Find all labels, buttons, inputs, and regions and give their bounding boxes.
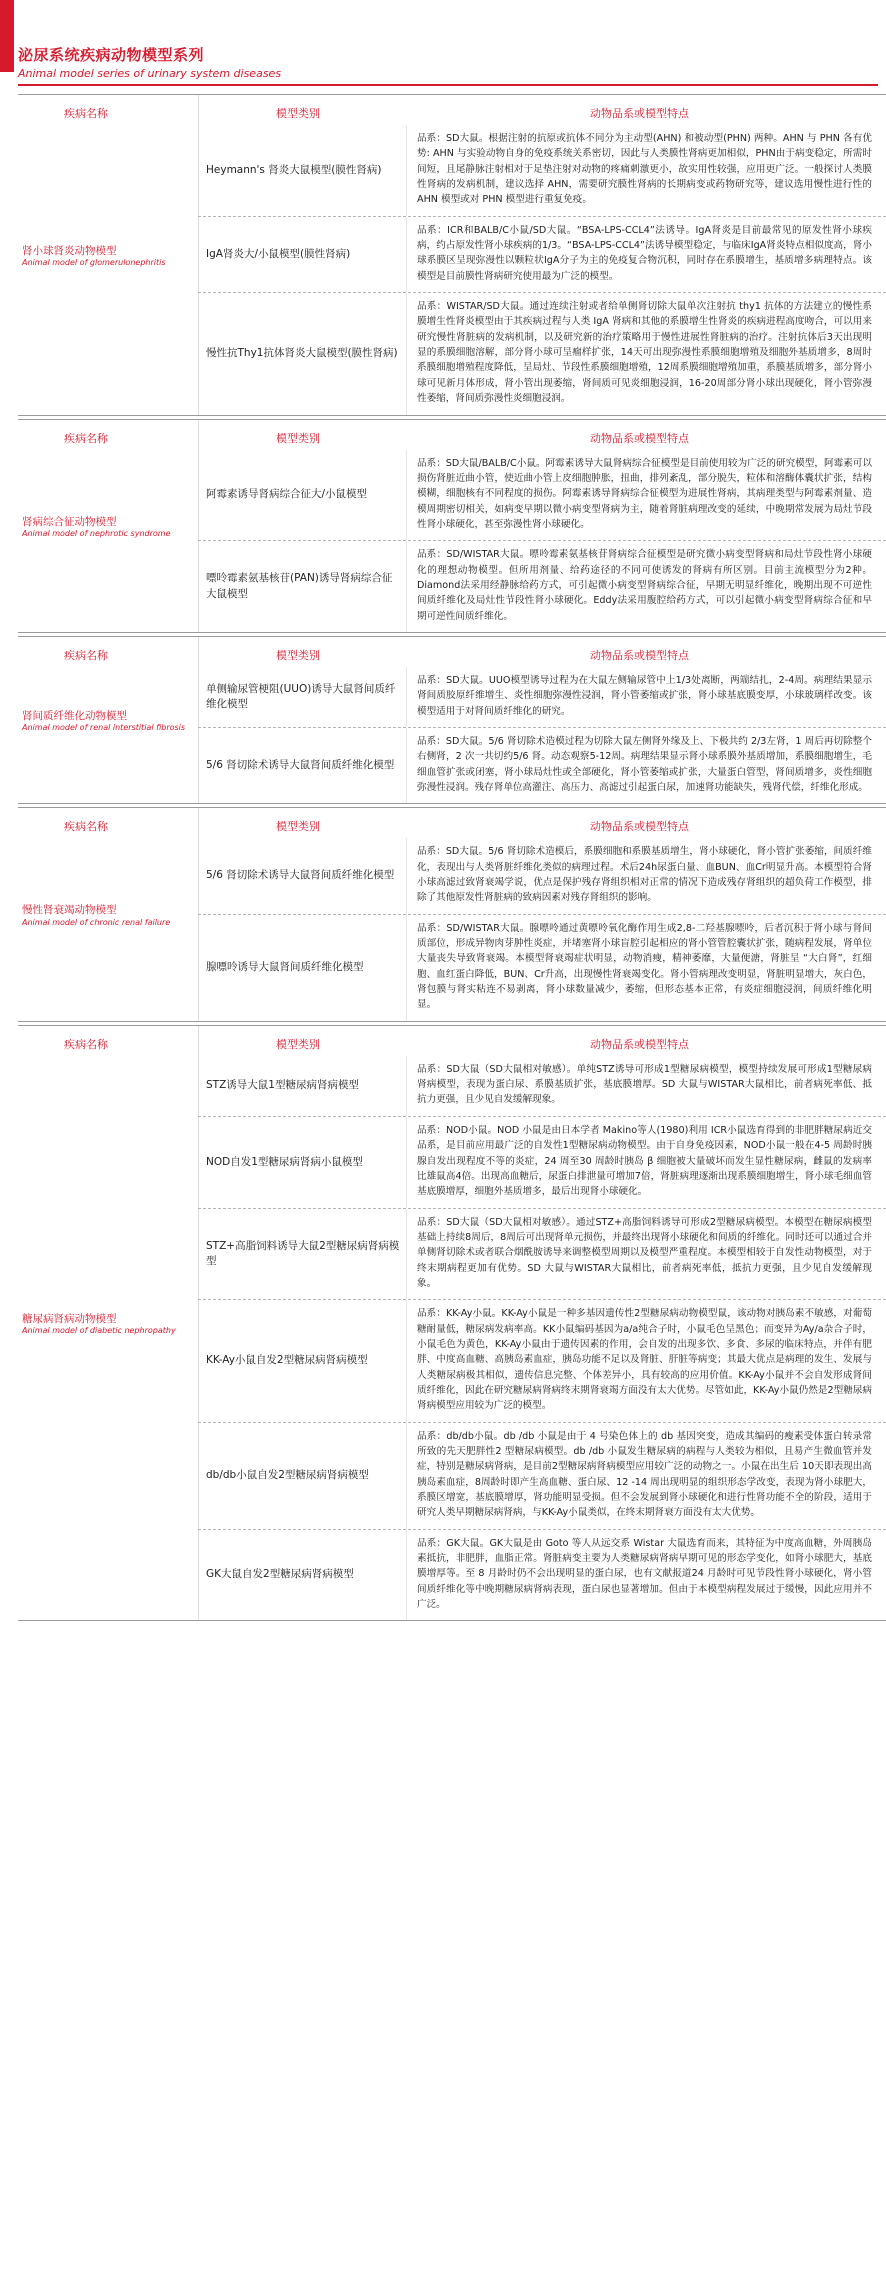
disease-section <box>18 807 886 1021</box>
model-row <box>198 1422 886 1529</box>
model-name: STZ诱导大鼠1型糖尿病肾病模型 <box>206 1079 359 1092</box>
disease-name-en: Animal model of diabetic nephropathy <box>22 1326 176 1336</box>
disease-name-en: Animal model of glomerulonephritis <box>22 258 166 268</box>
model-description: 品系：NOD小鼠。NOD 小鼠是由日本学者 Makino等人(1980)利用 ICR小鼠选育得到的非肥胖糖尿病近交品系，是目前应用最广泛的自发性1型糖尿病动物模型。由于自身免疫因素，NOD小鼠一般在4-5 周龄时胰腺自发出现程度不等的炎症，24 周至30 周龄时胰岛 β 细胞被大量破坏而发生显性糖尿病，雌鼠的发病率比雄鼠高4倍。出现高血糖后，尿蛋白排泄量可增加7倍，肾脏病理逐渐出现系膜细胞增生，肾小球毛细血管基底膜增厚，细胞外基质增多，最后出现肾小球硬化。 <box>406 1117 886 1208</box>
model-column-header: 模型类别 <box>276 648 320 662</box>
model-row <box>198 667 886 727</box>
disease-sections <box>18 94 886 1621</box>
model-row <box>198 450 886 541</box>
model-name: GK大鼠自发2型糖尿病肾病模型 <box>206 1568 354 1581</box>
disease-name-cn: 慢性肾衰竭动物模型 <box>22 904 117 917</box>
disease-column-header: 疾病名称 <box>64 1037 108 1051</box>
disease-column <box>18 95 199 415</box>
disease-section <box>18 1025 886 1622</box>
model-row <box>198 216 886 292</box>
model-name: 阿霉素诱导肾病综合征大/小鼠模型 <box>206 488 368 501</box>
title-divider <box>18 84 878 86</box>
model-description: 品系：WISTAR/SD大鼠。通过连续注射或者给单侧肾切除大鼠单次注射抗 thy1 抗体的方法建立的慢性系膜增生性肾炎模型由于其疾病过程与人类 IgA 肾病和其他的系膜增生性肾炎的疾病进程高度吻合，可以用来研究慢性肾脏病的发病机制，以及研究新的治疗策略用于慢性进展性肾脏病的治疗。注射抗体后3天出现明显的系膜细胞溶解，部分肾小球可呈瘤样扩张，14天可出现弥漫性系膜细胞增殖及细胞外基质增多，8周时系膜细胞增殖程度降低，呈局灶、节段性系膜细胞增殖，12周系膜细胞增殖加重，系膜基质增多，部分肾小球可见新月体形成，肾小管出现萎缩，肾间质可见炎细胞浸润，16-20周部分肾小球出现硬化，肾小管弥漫性萎缩，肾间质弥漫性炎细胞浸润。 <box>406 293 886 414</box>
model-column-header: 模型类别 <box>276 431 320 445</box>
model-name: db/db小鼠自发2型糖尿病肾病模型 <box>206 1469 369 1482</box>
features-column-header: 动物品系或模型特点 <box>590 431 689 445</box>
model-row <box>198 1529 886 1621</box>
model-name: STZ+高脂饲料诱导大鼠2型糖尿病肾病模型 <box>206 1239 400 1267</box>
model-description: 品系：db/db小鼠。db /db 小鼠是由于 4 号染色体上的 db 基因突变，造成其编码的瘦素受体蛋白转录常所致的先天肥胖性2 型糖尿病模型。db /db 小鼠发生糖尿病的病程与人类较为相似，且易产生微血管并发症，特别是糖尿病肾病，是目前2型糖尿病肾病模型应用较广泛的动物之一。小鼠在出生后 10天即表现出高胰岛素血症，8周龄时即产生高血糖、蛋白尿、12 -14 周出现明显的组织形态学改变，表现为肾小球肥大，系膜区增宽，基底膜增厚，肾功能明显受损。但不会发展到肾小球硬化和进行性肾功能不全的阶段，适用于研究人类早期糖尿病肾病，与KK-Ay小鼠类似，在终末期肾衰方面没有太大优势。 <box>406 1423 886 1529</box>
model-description: 品系：SD大鼠（SD大鼠相对敏感）。单纯STZ诱导可形成1型糖尿病模型，模型持续发展可形成1型糖尿病肾病模型，表现为蛋白尿、系膜基质扩张，基底膜增厚。SD 大鼠与WISTAR大鼠相比，前者病死率低、抵抗力更强，且少见自发缓解现象。 <box>406 1056 886 1116</box>
model-name: 嘌呤霉素氨基核苷(PAN)诱导肾病综合征大鼠模型 <box>206 572 393 600</box>
model-name: NOD自发1型糖尿病肾病小鼠模型 <box>206 1155 363 1168</box>
model-description: 品系：SD/WISTAR大鼠。腺嘌呤通过黄嘌呤氧化酶作用生成2,8-二羟基腺嘌呤，后者沉积于肾小球与肾间质部位，形成异物肉芽肿性炎症，并堵塞肾小球盲腔引起相应的肾小管管腔囊状扩张，随病程发展，肾单位大量丧失导致肾衰竭。本模型肾衰竭症状明显，动物消瘦，精神萎靡，大量便溏，肾脏呈 “大白肾”，红细胞、血红蛋白降低，BUN、Cr升高，出现慢性肾衰竭变化。肾小管病理改变明显，肾脏明显增大，灰白色，肾包膜与肾实粘连不易剥离，肾小球数量减少，萎缩，但形态基本正常，有炎症细胞浸润，间质纤维化明显。 <box>406 915 886 1021</box>
model-row <box>198 727 886 803</box>
disease-name <box>22 709 192 733</box>
model-name: IgA肾炎大/小鼠模型(膜性肾病) <box>206 247 351 260</box>
disease-section <box>18 419 886 633</box>
features-column-header: 动物品系或模型特点 <box>590 1037 689 1051</box>
disease-column-header: 疾病名称 <box>64 820 108 834</box>
model-row <box>198 292 886 414</box>
model-row <box>198 838 886 913</box>
model-description: 品系：GK大鼠。GK大鼠是由 Goto 等人从远交系 Wistar 大鼠选育而来，其特征为中度高血糖，外周胰岛素抵抗，非肥胖，血脂正常。肾脏病变主要为人类糖尿病肾病早期可见的形态学变化，如肾小球肥大，基底膜增厚等。至 8 月龄时仍不会出现明显的蛋白尿，也有文献报道24 月龄时可见节段性肾小球硬化，肾小管间质纤维化等中晚期糖尿病肾病表现，蛋白尿也显著增加。但由于本模型病程发展过于缓慢，因此应用并不广泛。 <box>406 1530 886 1621</box>
disease-name-cn: 肾小球肾炎动物模型 <box>22 245 117 257</box>
features-column-header: 动物品系或模型特点 <box>590 820 689 834</box>
disease-name <box>22 515 192 539</box>
disease-column <box>18 1026 199 1621</box>
features-column-header: 动物品系或模型特点 <box>590 648 689 662</box>
disease-name-cn: 糖尿病肾病动物模型 <box>22 1313 117 1326</box>
model-row <box>198 914 886 1021</box>
disease-column-header: 疾病名称 <box>64 107 108 120</box>
model-description: 品系：SD大鼠（SD大鼠相对敏感）。通过STZ+高脂饲料诱导可形成2型糖尿病模型。本模型在糖尿病模型基础上持续8周后，8周后可出现肾单元损伤，并最终出现肾小球硬化和间质的纤维化。同时还可以通过合并单侧肾切除术或者联合烟酰胺诱导来调整模型周期以及模型严重程度。本模型相较于自发性动物模型，对于终末期病程更加有优势。SD 大鼠与WISTAR大鼠相比，前者病死率低，抵抗力更强，且少见自发缓解现象。 <box>406 1209 886 1300</box>
model-column-header: 模型类别 <box>276 107 320 120</box>
disease-name-cn: 肾病综合征动物模型 <box>22 515 117 528</box>
model-column-header: 模型类别 <box>276 1037 320 1051</box>
model-description: 品系：SD大鼠。根据注射的抗原或抗体不同分为主动型(AHN) 和被动型(PHN) 两种。AHN 与 PHN 各有优势: AHN 与实验动物自身的免疫系统关系密切，因此与人类膜性肾病更加相似，PHN由于病变稳定，所需时间短，且尾静脉注射相对于足垫注射对动物的疼痛刺激更小，故实用性较强，应用更广泛。一般探讨人类膜性肾病的发病机制，建议选择 AHN，需要研究膜性肾病的长期病变或药物研究等，建议选用慢性进行性的AHN 模型或对 PHN 模型进行重复免疫。 <box>406 125 886 216</box>
disease-column-header: 疾病名称 <box>64 648 108 662</box>
model-description: 品系：ICR和BALB/C小鼠/SD大鼠。“BSA-LPS-CCL4”法诱导。IgA肾炎是目前最常见的原发性肾小球疾病，约占原发性肾小球疾病的1/3。“BSA-LPS-CCL4”法诱导模型稳定，与临床IgA肾炎特点相似度高，肾小球系膜区呈现弥漫性以颗粒状IgA分子为主的免疫复合物沉积，同时存在系膜增生，基质增多病理特点。该模型是目前膜性肾病研究使用最为广泛的模型。 <box>406 217 886 292</box>
model-description: 品系：SD大鼠。5/6 肾切除术造模过程为切除大鼠左侧肾外缘及上、下极共约 2/3左肾，1 周后再切除整个右侧肾，2 次一共切约5/6 肾。动态观察5-12周。病理结果显示肾小球系膜外基质增加，系膜细胞增生，毛细血管扩张或闭塞，肾小球局灶性或全部硬化，肾小管萎缩或扩张，大量蛋白管型，肾间质增多，炎性细胞弥漫性浸润。残存肾单位高灌注、高压力、高滤过引起蛋白尿，加速肾功能缺失，残肾代偿，纤维化形成。 <box>406 728 886 803</box>
model-rows <box>198 637 886 803</box>
model-rows <box>198 420 886 632</box>
features-column-header: 动物品系或模型特点 <box>590 107 689 120</box>
disease-name-en: Animal model of nephrotic syndrome <box>22 528 171 538</box>
model-name: 5/6 肾切除术诱导大鼠肾间质纤维化模型 <box>206 759 395 772</box>
disease-name-cn: 肾间质纤维化动物模型 <box>22 709 127 722</box>
disease-column <box>18 637 199 803</box>
model-rows <box>198 95 886 415</box>
disease-name <box>22 1312 192 1336</box>
model-rows <box>198 808 886 1020</box>
model-description: 品系：KK-Ay小鼠。KK-Ay小鼠是一种多基因遗传性2型糖尿病动物模型鼠，该动物对胰岛素不敏感，对葡萄糖耐量低，糖尿病发病率高。KK小鼠编码基因为a/a纯合子时，小鼠毛色呈黑色；而变异为Ay/a杂合子时，小鼠毛色为黄色，KK-Ay小鼠由于遗传因素的作用，会自发的出现多饮、多食、多尿的临床特点，并伴有肥胖、中度高血糖、高胰岛素血症，胰岛功能不足以及肾脏、肝脏等病变；其最大优点是病理的发生、发展与人类糖尿病极其相似，遗传信息完整、个体差异小，具有较高的应用价值。KK-Ay小鼠并不会自发形成肾间质纤维化，因此在研究糖尿病肾病终末期肾衰竭方面没有太大优势。尽管如此，KK-Ay小鼠仍然是2型糖尿病肾病模型应用较为广泛的模型。 <box>406 1300 886 1421</box>
model-name: 腺嘌呤诱导大鼠肾间质纤维化模型 <box>206 961 364 974</box>
model-column-header: 模型类别 <box>276 820 320 834</box>
page-subtitle: Animal model series of urinary system diseases <box>18 67 282 80</box>
disease-name-en: Animal model of renal interstitial fibrosis <box>22 723 186 733</box>
disease-name <box>22 244 192 268</box>
model-name: 单侧输尿管梗阻(UUO)诱导大鼠肾间质纤维化模型 <box>206 682 396 710</box>
model-name: KK-Ay小鼠自发2型糖尿病肾病模型 <box>206 1354 368 1367</box>
disease-name <box>22 903 192 927</box>
model-name: 慢性抗Thy1抗体肾炎大鼠模型(膜性肾病) <box>206 347 398 360</box>
disease-column <box>18 808 199 1020</box>
page-header <box>18 44 878 86</box>
disease-column-header: 疾病名称 <box>64 431 108 445</box>
model-name: Heymann's 肾炎大鼠模型(膜性肾病) <box>206 163 382 176</box>
model-description: 品系：SD大鼠。5/6 肾切除术造模后，系膜细胞和系膜基质增生，肾小球硬化，肾小管扩张萎缩，间质纤维化，表现出与人类肾脏纤维化类似的病理过程。术后24h尿蛋白量、血BUN、血Cr明显升高。本模型符合肾小球高滤过致肾衰竭学说，优点是保护残存肾组织相对正常的情况下造成残存肾组织的超负荷工作模型，排除了其他原发性肾脏病的致病因素对残存肾组织的影响。 <box>406 838 886 913</box>
page-title: 泌尿系统疾病动物模型系列 <box>18 46 205 64</box>
model-row <box>198 1208 886 1300</box>
disease-section <box>18 636 886 804</box>
disease-section <box>18 94 886 416</box>
model-row <box>198 1299 886 1421</box>
model-description: 品系：SD大鼠。UUO模型诱导过程为在大鼠左侧输尿管中上1/3处离断，两端结扎，2-4周。病理结果显示肾间质胶原纤维增生、炎性细胞弥漫性浸润，肾小管萎缩或扩张，肾小球基底膜变厚，小球玻璃样改变。该模型适用于对肾间质纤维化的研究。 <box>406 667 886 727</box>
model-row <box>198 125 886 216</box>
model-rows <box>198 1026 886 1621</box>
disease-column <box>18 420 199 632</box>
model-name: 5/6 肾切除术诱导大鼠肾间质纤维化模型 <box>206 869 395 882</box>
model-row <box>198 540 886 632</box>
model-row <box>198 1116 886 1208</box>
model-row <box>198 1056 886 1116</box>
model-description: 品系：SD/WISTAR大鼠。嘌呤霉素氨基核苷肾病综合征模型是研究微小病变型肾病和局灶节段性肾小球硬化的理想动物模型。但所用剂量、给药途径的不同可使诱发的肾病有所区别。目前主流模型分为2种。Diamond法采用经静脉给药方式，可引起微小病变型肾病综合征，早期无明显纤维化，晚期出现不可逆性间质纤维化及局灶性节段性肾小球硬化。Eddy法采用腹腔给药方式，可以引起微小病变型肾病综合征和早期可逆性间质纤维化。 <box>406 541 886 632</box>
disease-name-en: Animal model of chronic renal failure <box>22 917 171 927</box>
corner-accent-bar <box>0 0 14 72</box>
model-description: 品系：SD大鼠/BALB/C小鼠。阿霉素诱导大鼠肾病综合征模型是目前使用较为广泛的研究模型，阿霉素可以损伤肾脏近曲小管，使近曲小管上皮细胞肿胀，扭曲，排列紊乱，部分脱失，粒体和溶酶体囊状扩张，结构模糊，细胞核有不同程度的损伤。阿霉素诱导肾病综合征模型为进展性肾病，其病理类型与阿霉素剂量、造模周期密切相关，如病变早期以微小病变型肾病为主，随着肾脏病理改变的延续，中晚期常发展为局灶节段性肾小球硬化，甚至弥漫性肾小球硬化。 <box>406 450 886 541</box>
